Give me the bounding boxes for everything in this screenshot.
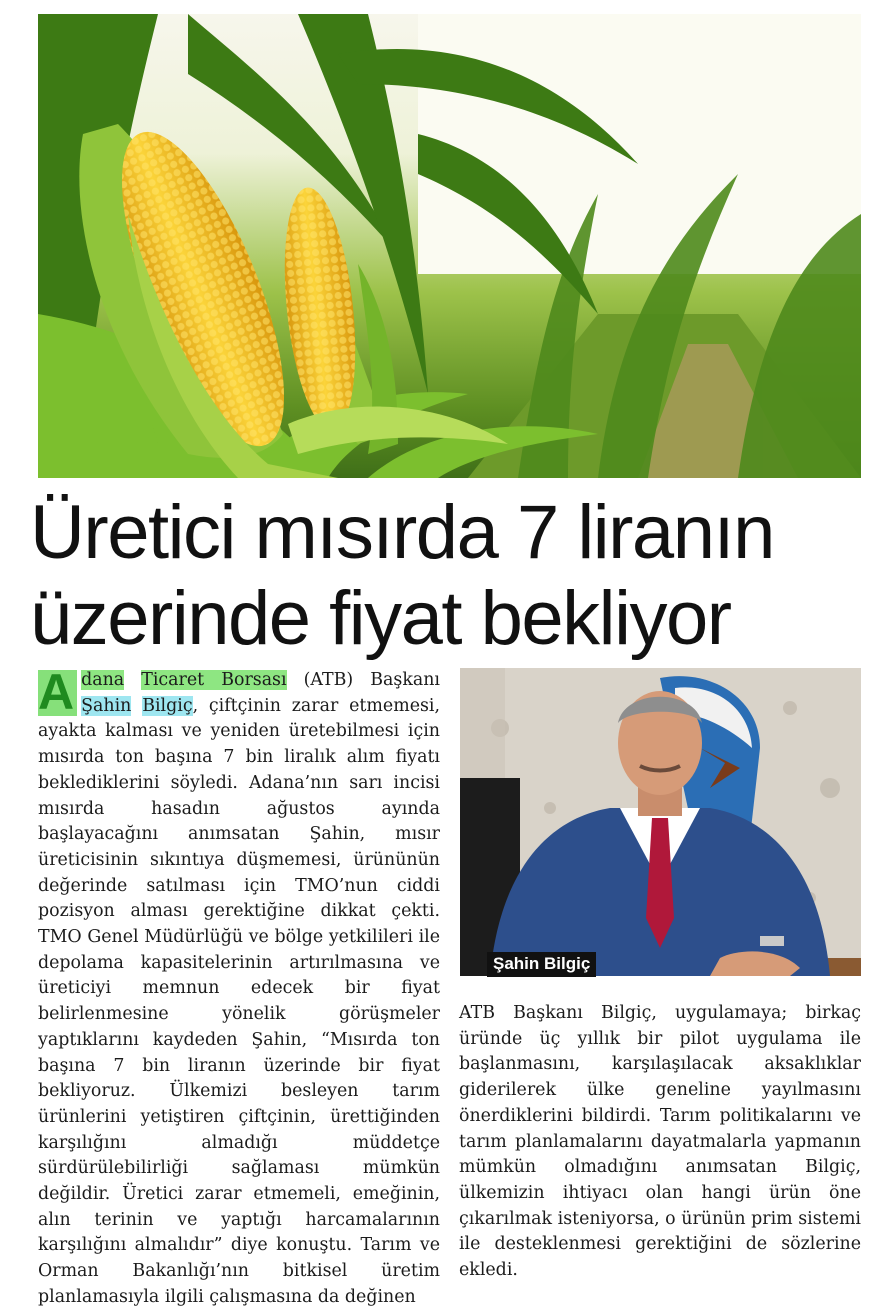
highlight-dana: dana — [81, 670, 125, 690]
lead-space-2 — [131, 696, 142, 716]
dropcap: A — [38, 670, 77, 716]
article-column-1 — [38, 664, 440, 1307]
highlight-sahin: Şahin — [81, 695, 132, 716]
column-1-body: , çiftçinin zarar etmemesi, ayakta kalması ve yeniden üretebilmesi için mısırda ton başına 7 bin liralık alım fiyatı beklediklerini söyledi. Adana’nın sarı incisi mısırda hasadın ağustos ayında başlayacağını anımsatan Şahin, mısır üreticisinin sıkıntıya düşmemesi, ürününün değerinde satılması için TMO’nun ciddi pozisyon alması gerektiğine dikkat çekti. TMO Genel Müdürlüğü ve bölge yetkilileri ile depolama kapasitelerinin artırılmasına ve üreticiyi memnun edecek bir fiyat belirlenmesine yönelik görüşmeler yaptıklarını kaydeden Şahin, “Mısırda ton başına 7 bin liranın üzerinde bir fiyat bekliyoruz. Ülkemizi besleyen tarım ürünlerini yetiştiren çiftçinin, ürettiğinden karşılığını almadığı müddetçe sürdürülebilirliği sağlaması mümkün değildir. Üretici zarar etmemeli, emeğinin, alın terinin ve yaptığı harcamalarının karşılığını almalıdır” diye konuştu. Tarım ve Orman Bakanlığı’nın bitkisel üretim planlamasıyla ilgili çalışmasına da değinen — [38, 695, 440, 1307]
article-column-2: ATB Başkanı Bilgiç, uygulamaya; birkaç üründe üç yıllık bir pilot uygulama ile başlanmasını, karşılaşılacak aksaklıklar giderilerek ülke geneline yayılmasını önerdiklerini bildirdi. Tarım politikalarını ve tarım planlamalarını dayatmalarla yapmanın mümkün olmadığını anımsatan Bilgiç, ülkemizin ihtiyacı olan hangi ürün öne çıkarılmak isteniyorsa, o ürünün prim sistemi ile desteklenmesi gerektiğini de sözlerine ekledi. — [459, 1003, 861, 1281]
corn-field-photo — [38, 14, 861, 478]
highlight-ticaret-borsasi: Ticaret Borsası — [141, 670, 287, 690]
portrait-photo — [460, 668, 861, 976]
photo-caption: Şahin Bilgiç — [487, 952, 596, 977]
highlight-bilgic: Bilgiç — [142, 695, 193, 716]
lead-atb: (ATB) Başkanı — [286, 670, 440, 690]
headline: Üretici mısırda 7 liranın üzerinde fiyat bekliyor — [30, 490, 774, 661]
lead-space — [124, 670, 141, 690]
